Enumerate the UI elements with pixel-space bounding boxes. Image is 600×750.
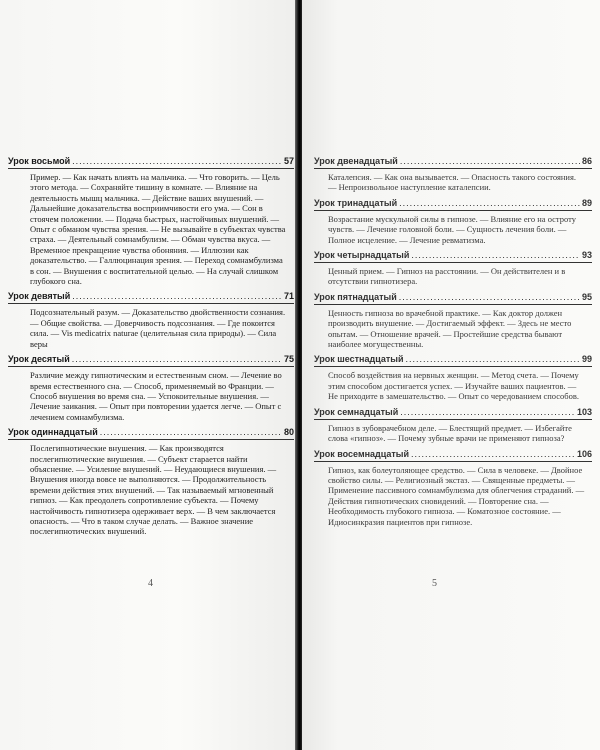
right-toc: [314, 156, 592, 532]
toc-page-number: 80: [283, 427, 294, 438]
toc-entry-lesson-8: [8, 156, 294, 286]
toc-heading: [314, 156, 592, 167]
heading-rule: [314, 461, 592, 462]
toc-heading: [314, 407, 592, 418]
toc-heading: [8, 427, 294, 438]
toc-entry-title: Урок пятнадцатый: [314, 291, 397, 302]
heading-rule: [314, 304, 592, 305]
toc-heading: [314, 198, 592, 209]
toc-entry-description: Подсознательный разум. — Доказательство двойственности сознания. — Общие свойства. — Доверчивость подсознания. — Где покоится сила. — Vis medicatrix naturae (целительная сила природы). — Сила веры: [30, 307, 286, 349]
toc-entry-title: Урок одиннадцатый: [8, 427, 98, 438]
toc-page-number: 57: [283, 156, 294, 166]
heading-rule: [8, 366, 294, 367]
toc-page-number: 103: [576, 406, 592, 417]
toc-heading: [8, 291, 294, 302]
toc-heading: [8, 156, 294, 167]
toc-entry-title: Урок восемнадцатый: [314, 448, 410, 459]
heading-rule: [8, 439, 294, 440]
toc-entry-lesson-18: [314, 449, 592, 527]
left-toc: [8, 156, 294, 542]
toc-entry-description: Каталепсия. — Как она вызывается. — Опасность такого состояния. — Непроизвольное наступление каталепсии.: [328, 172, 577, 193]
toc-entry-lesson-17: [314, 407, 592, 444]
toc-heading: [314, 250, 592, 261]
toc-heading: [314, 449, 592, 460]
heading-rule: [314, 262, 592, 263]
toc-entry-lesson-10: [8, 354, 294, 422]
toc-entry-title: Урок шестнадцатый: [314, 354, 404, 365]
heading-rule: [8, 168, 294, 169]
toc-entry-lesson-16: [314, 354, 592, 401]
toc-entry-description: Пример. — Как начать влиять на мальчика. — Что говорить. — Цель этого метода. — Сохраняйте тишину в комнате. — Влияние на деятельность мышц мальчика. — Действие ваших внушений. — Дальнейшие доказательства восприимчивости его ума. — Сон в стоячем положении. — Подача быстрых, настойчивых внушений. — Опыт с обманом чувства зрения. — Не вызывайте в субъектах чувства страха. — Деятельный сомнамбулизм. — Обман чувства вкуса. — Временное прекращение чувства обоняния. — Иллюзии как доказательство. — Галлюцинация зрения. — Переход сомнамбулизма в сон. — Внушения с воспитательной целью. — На случай слишком глубокого сна.: [30, 172, 286, 287]
toc-entry-title: Урок четырнадцатый: [314, 250, 410, 261]
toc-entry-title: Урок десятый: [8, 354, 70, 365]
toc-page-number: 71: [283, 291, 294, 302]
heading-rule: [314, 419, 592, 420]
toc-entry-description: Послегипнотические внушения. — Как производятся послегипнотические внушения. — Субъект старается найти объяснение. — Усиление внушений. — Неудающиеся внушения. — Внушения иногда вовсе не выполняются. — Продолжительность времени действия этих внушений. — Так называемый мгновенный гипноз. — Как преодолеть сопротивление субъекта. — Почему настойчивость гипнотизера одерживает верх. — В чем заключается опасность. — Что в таком случае делать. — Важное значение послегипнотических внушений.: [30, 443, 277, 537]
leader-dots: [400, 407, 575, 418]
leader-dots: [411, 250, 580, 261]
leader-dots: [100, 427, 282, 438]
toc-entry-lesson-12: [314, 156, 592, 193]
page-number-right: 5: [432, 578, 437, 589]
toc-entry-description: Гипноз, как болеутоляющее средство. — Сила в человеке. — Двойное свойство силы. — Религиозный экстаз. — Священные предметы. — Применение пассивного сомнамбулизма для облегчения страданий. — Действия гипнотических сновидений. — Повторение сна. — Необходимость глубокого гипноза. — Коматозное состояние. — Идиосинкразия пациентов при гипнозе.: [328, 464, 585, 527]
toc-page-number: 86: [581, 156, 592, 166]
toc-heading: [314, 292, 592, 303]
toc-entry-title: Урок девятый: [8, 291, 71, 302]
heading-rule: [8, 303, 294, 304]
toc-entry-description: Гипноз в зубоврачебном деле. — Блестящий предмет. — Избегайте слова «гипноз». — Почему зубные врачи не применяют гипноза?: [328, 422, 572, 444]
toc-page-number: 95: [581, 291, 592, 302]
toc-entry-title: Урок двенадцатый: [314, 156, 398, 166]
leader-dots: [399, 292, 580, 303]
page-number-left: 4: [148, 578, 153, 589]
leader-dots: [72, 354, 282, 365]
leader-dots: [406, 354, 580, 365]
toc-entry-description: Различие между гипнотическим и естественным сном. — Лечение во время естественного сна. — Способ, применяемый во Франции. — Способ внушения во время сна. — Успокоительные внушения. — Лечение заикания. — Опыт при повторении удается легче. — Опыт с лечением сомнамбулизма.: [30, 370, 282, 422]
heading-rule: [314, 210, 592, 211]
leader-dots: [72, 156, 282, 167]
toc-entry-lesson-9: [8, 291, 294, 349]
leader-dots: [399, 198, 580, 209]
toc-heading: [314, 354, 592, 365]
leader-dots: [72, 291, 282, 302]
toc-entry-title: Урок тринадцатый: [314, 197, 398, 208]
toc-page-number: 106: [576, 448, 592, 459]
toc-entry-lesson-11: [8, 427, 294, 537]
right-page: [302, 0, 600, 750]
heading-rule: [314, 168, 592, 169]
left-page: [0, 0, 298, 750]
toc-entry-description: Ценный прием. — Гипноз на расстоянии. — Он действителен и в отсутствии гипнотизера.: [328, 266, 566, 287]
toc-page-number: 93: [581, 250, 592, 261]
leader-dots: [400, 156, 580, 167]
toc-page-number: 75: [283, 354, 294, 365]
toc-page-number: 99: [581, 354, 592, 365]
toc-entry-lesson-13: [314, 198, 592, 245]
toc-entry-title: Урок семнадцатый: [314, 406, 399, 417]
toc-entry-description: Возрастание мускульной силы в гипнозе. — Влияние его на остроту чувств. — Лечение головной боли. — Сущность лечения боли. — Полное исцеление. — Лечение ревматизма.: [328, 213, 576, 245]
toc-page-number: 89: [581, 197, 592, 208]
leader-dots: [411, 449, 575, 460]
toc-entry-description: Способ воздействия на нервных женщин. — Метод счета. — Почему этим способом достигается успех. — Изучайте ваших пациентов. — Не приходите в замешательство. — Опыт со чередованием способов.: [328, 370, 579, 402]
toc-entry-lesson-15: [314, 292, 592, 350]
toc-heading: [8, 354, 294, 365]
toc-entry-lesson-14: [314, 250, 592, 287]
heading-rule: [314, 366, 592, 367]
toc-entry-title: Урок восьмой: [8, 156, 71, 166]
toc-entry-description: Ценность гипноза во врачебной практике. — Как доктор должен производить внушение. — Достигаемый эффект. — Здесь не место опытам. — Отношение врачей. — Простейшие средства бывают наиболее могущественны.: [328, 307, 572, 350]
